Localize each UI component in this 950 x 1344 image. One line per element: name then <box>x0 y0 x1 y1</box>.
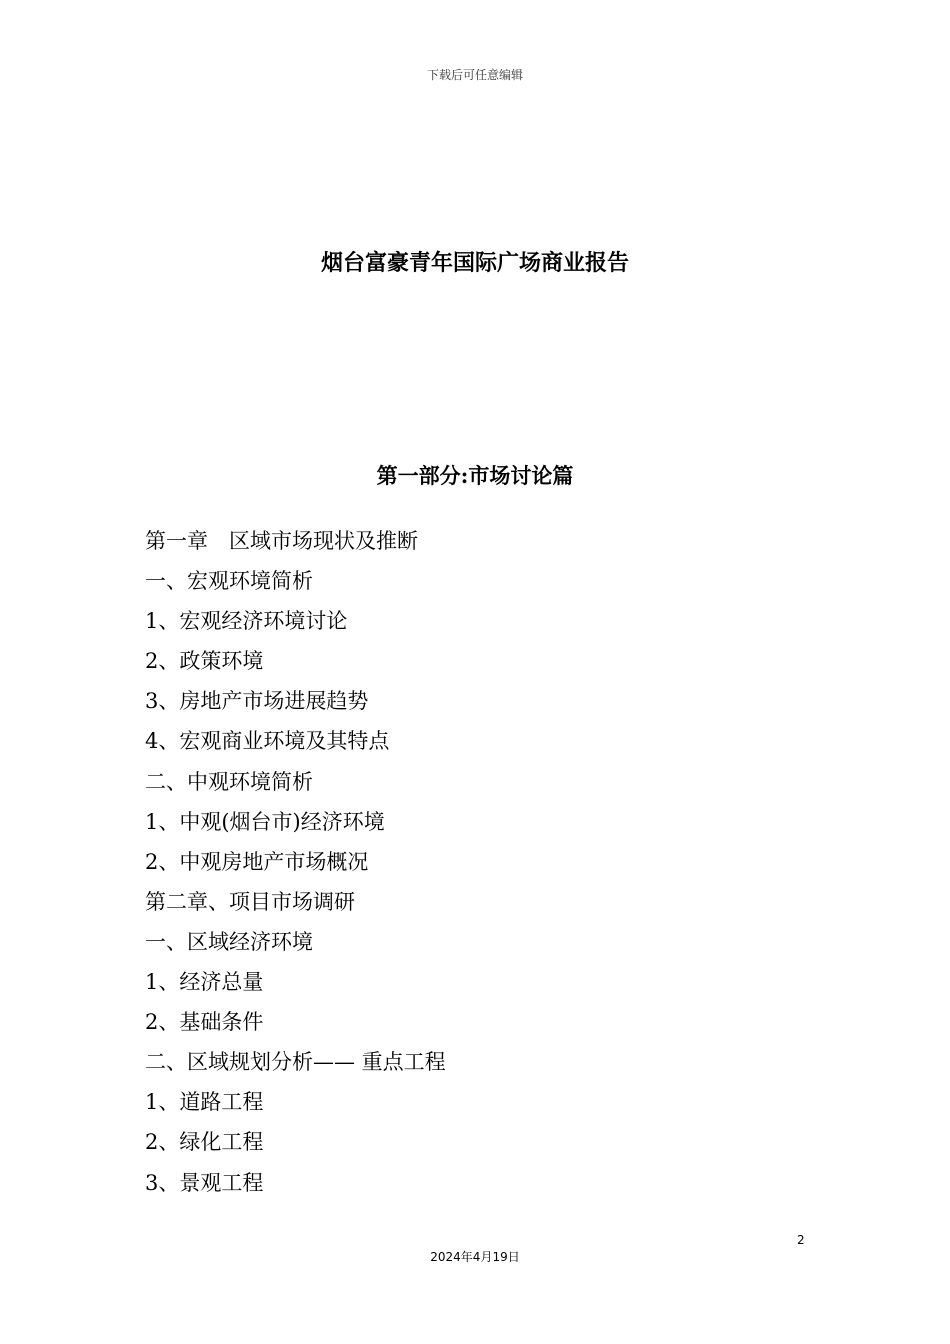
footer-date: 2024年4月19日 <box>430 1250 520 1264</box>
toc-item: 第一章 区域市场现状及推断 <box>145 529 418 553</box>
toc-item: 2、中观房地产市场概况 <box>145 849 369 874</box>
toc-item: 一、宏观环境简析 <box>145 569 313 594</box>
page-number: 2 <box>797 1233 805 1247</box>
toc-item: 2、绿化工程 <box>145 1130 264 1155</box>
toc-item: 3、景观工程 <box>145 1170 264 1195</box>
toc-item: 1、中观(烟台市)经济环境 <box>145 809 385 834</box>
toc-item: 2、政策环境 <box>145 649 264 674</box>
toc-item: 4、宏观商业环境及其特点 <box>145 729 390 754</box>
document-title: 烟台富豪青年国际广场商业报告 <box>320 251 629 276</box>
toc-item: 3、房地产市场进展趋势 <box>145 689 369 714</box>
table-of-contents <box>145 524 446 1206</box>
toc-item: 1、经济总量 <box>145 970 264 995</box>
part-title: 第一部分:市场讨论篇 <box>376 463 574 488</box>
toc-item: 1、道路工程 <box>145 1090 264 1115</box>
toc-item: 第二章、项目市场调研 <box>145 889 355 914</box>
toc-item: 二、中观环境简析 <box>145 769 313 794</box>
toc-item: 1、宏观经济环境讨论 <box>145 609 348 634</box>
page-header-note: 下载后可任意编辑 <box>426 68 523 82</box>
toc-item: 一、区域经济环境 <box>145 929 313 954</box>
toc-item: 二、区域规划分析—— 重点工程 <box>145 1050 446 1075</box>
toc-item: 2、基础条件 <box>145 1010 264 1035</box>
